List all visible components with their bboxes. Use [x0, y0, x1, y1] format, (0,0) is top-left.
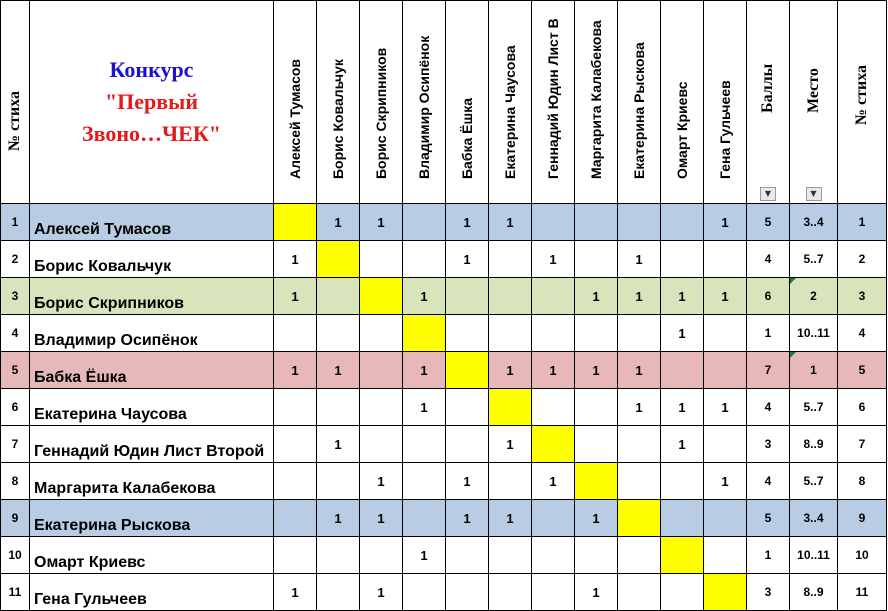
vote-cell[interactable]: [274, 500, 317, 537]
vote-cell[interactable]: [274, 537, 317, 574]
vote-cell[interactable]: [403, 463, 446, 500]
vote-cell[interactable]: [704, 426, 747, 463]
participant-name-cell[interactable]: Алексей Тумасов: [30, 204, 274, 241]
vote-cell[interactable]: 1: [274, 574, 317, 611]
vote-cell[interactable]: [661, 352, 704, 389]
vote-cell[interactable]: 1: [446, 500, 489, 537]
poem-number-cell-right[interactable]: 6: [838, 389, 887, 426]
participant-name-cell[interactable]: Борис Скрипников: [30, 278, 274, 315]
vote-cell[interactable]: 1: [575, 500, 618, 537]
vote-cell[interactable]: 1: [532, 352, 575, 389]
score-cell[interactable]: 1: [747, 315, 790, 352]
vote-cell[interactable]: [575, 204, 618, 241]
vote-cell[interactable]: [360, 426, 403, 463]
vote-cell[interactable]: [403, 241, 446, 278]
table-row: [1, 315, 887, 352]
header-score-label: Баллы: [759, 63, 776, 113]
score-cell[interactable]: 1: [747, 537, 790, 574]
vote-cell[interactable]: 1: [403, 389, 446, 426]
table-row: [1, 426, 887, 463]
table-row: [1, 204, 887, 241]
title-line-2: "Первый: [104, 89, 199, 114]
vote-cell[interactable]: [360, 352, 403, 389]
vote-cell[interactable]: 1: [489, 426, 532, 463]
filter-dropdown-icon[interactable]: ▼: [806, 187, 822, 201]
header-poem-number-label: № стиха: [6, 90, 23, 151]
poem-number-cell-right[interactable]: 8: [838, 463, 887, 500]
place-cell[interactable]: 3..4: [790, 500, 838, 537]
poem-number-cell-right[interactable]: 1: [838, 204, 887, 241]
vote-cell[interactable]: [618, 315, 661, 352]
vote-cell[interactable]: [532, 537, 575, 574]
poem-number-cell-right[interactable]: 2: [838, 241, 887, 278]
vote-cell[interactable]: [446, 389, 489, 426]
participant-name-cell[interactable]: Екатерина Чаусова: [30, 389, 274, 426]
column-header-label: Геннадий Юдин Лист В: [545, 18, 561, 179]
place-cell[interactable]: 5..7: [790, 463, 838, 500]
vote-cell[interactable]: [446, 574, 489, 611]
vote-cell[interactable]: [661, 500, 704, 537]
column-header-label: Алексей Тумасов: [287, 58, 303, 179]
vote-cell[interactable]: 1: [360, 574, 403, 611]
column-header-label: Маргарита Калабекова: [588, 20, 604, 179]
vote-cell[interactable]: [489, 537, 532, 574]
participant-name-cell[interactable]: Омарт Криевс: [30, 537, 274, 574]
poem-number-cell-right[interactable]: 7: [838, 426, 887, 463]
poem-number-cell[interactable]: 11: [1, 574, 30, 611]
vote-cell[interactable]: 1: [489, 352, 532, 389]
column-header-label: Борис Скрипников: [373, 47, 389, 179]
vote-cell[interactable]: [704, 500, 747, 537]
vote-cell[interactable]: [489, 574, 532, 611]
column-header-3[interactable]: [360, 1, 403, 204]
vote-cell[interactable]: 1: [575, 574, 618, 611]
vote-cell[interactable]: 1: [532, 463, 575, 500]
vote-cell[interactable]: 1: [661, 315, 704, 352]
diagonal-cell[interactable]: [446, 352, 489, 389]
vote-cell[interactable]: [489, 315, 532, 352]
vote-cell[interactable]: [575, 241, 618, 278]
vote-cell[interactable]: [532, 278, 575, 315]
vote-cell[interactable]: [618, 574, 661, 611]
participant-name-cell[interactable]: Маргарита Калабекова: [30, 463, 274, 500]
vote-cell[interactable]: [489, 278, 532, 315]
score-cell[interactable]: 3: [747, 426, 790, 463]
column-header-2[interactable]: [317, 1, 360, 204]
participant-name-cell[interactable]: Геннадий Юдин Лист Второй: [30, 426, 274, 463]
column-header-label: Бабка Ёшка: [459, 97, 475, 179]
vote-cell[interactable]: [704, 352, 747, 389]
header-poem-number-right[interactable]: [838, 1, 887, 204]
vote-cell[interactable]: [317, 463, 360, 500]
header-poem-number[interactable]: [1, 1, 30, 204]
vote-cell[interactable]: 1: [661, 426, 704, 463]
vote-cell[interactable]: [532, 500, 575, 537]
place-cell[interactable]: 3..4: [790, 204, 838, 241]
vote-cell[interactable]: [317, 389, 360, 426]
column-header-11[interactable]: [704, 1, 747, 204]
vote-cell[interactable]: [704, 241, 747, 278]
table-row: [1, 463, 887, 500]
column-header-label: Владимир Осипёнок: [416, 35, 432, 179]
table-row: [1, 241, 887, 278]
poem-number-cell-right[interactable]: 11: [838, 574, 887, 611]
poem-number-cell[interactable]: 10: [1, 537, 30, 574]
vote-cell[interactable]: [446, 426, 489, 463]
diagonal-cell[interactable]: [317, 241, 360, 278]
score-cell[interactable]: 6: [747, 278, 790, 315]
vote-cell[interactable]: 1: [274, 352, 317, 389]
vote-cell[interactable]: 1: [274, 278, 317, 315]
vote-cell[interactable]: [704, 315, 747, 352]
poem-number-cell[interactable]: 4: [1, 315, 30, 352]
diagonal-cell[interactable]: [274, 204, 317, 241]
vote-cell[interactable]: [618, 204, 661, 241]
poem-number-cell-right[interactable]: 5: [838, 352, 887, 389]
vote-cell[interactable]: [360, 315, 403, 352]
header-place-label: Место: [804, 68, 822, 113]
vote-cell[interactable]: 1: [532, 241, 575, 278]
score-cell[interactable]: 4: [747, 463, 790, 500]
vote-cell[interactable]: 1: [360, 204, 403, 241]
header-row: [1, 1, 887, 204]
place-cell[interactable]: 10..11: [790, 315, 838, 352]
contest-title[interactable]: [30, 1, 274, 204]
participant-name-cell[interactable]: Владимир Осипёнок: [30, 315, 274, 352]
table-row: [1, 389, 887, 426]
vote-cell[interactable]: [360, 389, 403, 426]
vote-cell[interactable]: 1: [317, 500, 360, 537]
diagonal-cell[interactable]: [661, 537, 704, 574]
vote-cell[interactable]: [661, 204, 704, 241]
header-place[interactable]: [790, 1, 838, 204]
vote-cell[interactable]: [532, 204, 575, 241]
vote-cell[interactable]: [618, 463, 661, 500]
vote-cell[interactable]: [532, 315, 575, 352]
vote-cell[interactable]: 1: [618, 389, 661, 426]
vote-cell[interactable]: 1: [489, 500, 532, 537]
vote-cell[interactable]: [360, 537, 403, 574]
poem-number-cell[interactable]: 1: [1, 204, 30, 241]
poem-number-cell[interactable]: 3: [1, 278, 30, 315]
vote-cell[interactable]: [489, 463, 532, 500]
poem-number-cell-right[interactable]: 4: [838, 315, 887, 352]
vote-cell[interactable]: 1: [274, 241, 317, 278]
vote-cell[interactable]: 1: [618, 241, 661, 278]
table-row: [1, 278, 887, 315]
vote-cell[interactable]: 1: [446, 204, 489, 241]
column-header-label: Борис Ковальчук: [330, 59, 346, 179]
table-row: [1, 352, 887, 389]
vote-cell[interactable]: [274, 426, 317, 463]
vote-cell[interactable]: 1: [317, 352, 360, 389]
participant-name-cell[interactable]: Борис Ковальчук: [30, 241, 274, 278]
vote-cell[interactable]: 1: [317, 204, 360, 241]
column-header-4[interactable]: [403, 1, 446, 204]
place-cell[interactable]: 5..7: [790, 241, 838, 278]
vote-cell[interactable]: 1: [704, 204, 747, 241]
vote-cell[interactable]: [446, 315, 489, 352]
vote-cell[interactable]: [618, 537, 661, 574]
diagonal-cell[interactable]: [489, 389, 532, 426]
poem-number-cell[interactable]: 8: [1, 463, 30, 500]
score-cell[interactable]: 5: [747, 204, 790, 241]
vote-cell[interactable]: 1: [661, 389, 704, 426]
vote-cell[interactable]: 1: [446, 241, 489, 278]
vote-cell[interactable]: 1: [403, 537, 446, 574]
header-score[interactable]: [747, 1, 790, 204]
table-row: [1, 574, 887, 611]
vote-cell[interactable]: [274, 463, 317, 500]
vote-cell[interactable]: 1: [575, 352, 618, 389]
diagonal-cell[interactable]: [532, 426, 575, 463]
vote-cell[interactable]: [274, 315, 317, 352]
vote-cell[interactable]: [661, 241, 704, 278]
vote-cell[interactable]: [317, 537, 360, 574]
vote-cell[interactable]: 1: [618, 352, 661, 389]
title-line-1: Конкурс: [109, 57, 194, 82]
vote-cell[interactable]: [489, 241, 532, 278]
column-header-label: Гена Гульчеев: [717, 80, 733, 179]
place-cell[interactable]: 2: [790, 278, 838, 315]
vote-cell[interactable]: [446, 537, 489, 574]
poem-number-cell[interactable]: 7: [1, 426, 30, 463]
vote-cell[interactable]: [661, 463, 704, 500]
table-row: [1, 537, 887, 574]
poem-number-cell[interactable]: 2: [1, 241, 30, 278]
score-cell[interactable]: 5: [747, 500, 790, 537]
vote-cell[interactable]: [575, 537, 618, 574]
vote-cell[interactable]: [317, 574, 360, 611]
poem-number-cell-right[interactable]: 3: [838, 278, 887, 315]
vote-cell[interactable]: [403, 574, 446, 611]
place-cell[interactable]: 10..11: [790, 537, 838, 574]
column-header-10[interactable]: [661, 1, 704, 204]
vote-cell[interactable]: 1: [661, 278, 704, 315]
table-row: [1, 500, 887, 537]
vote-cell[interactable]: 1: [317, 426, 360, 463]
score-cell[interactable]: 3: [747, 574, 790, 611]
score-cell[interactable]: 7: [747, 352, 790, 389]
participant-name-cell[interactable]: Бабка Ёшка: [30, 352, 274, 389]
place-cell[interactable]: 5..7: [790, 389, 838, 426]
column-header-7[interactable]: [532, 1, 575, 204]
vote-cell[interactable]: 1: [403, 278, 446, 315]
vote-cell[interactable]: [403, 204, 446, 241]
column-header-9[interactable]: [618, 1, 661, 204]
column-header-5[interactable]: [446, 1, 489, 204]
vote-cell[interactable]: [575, 315, 618, 352]
vote-cell[interactable]: 1: [704, 463, 747, 500]
vote-cell[interactable]: [575, 426, 618, 463]
poem-number-cell[interactable]: 6: [1, 389, 30, 426]
vote-cell[interactable]: 1: [403, 352, 446, 389]
diagonal-cell[interactable]: [360, 278, 403, 315]
diagonal-cell[interactable]: [575, 463, 618, 500]
poem-number-cell-right[interactable]: 10: [838, 537, 887, 574]
vote-cell[interactable]: 1: [618, 278, 661, 315]
vote-cell[interactable]: [532, 389, 575, 426]
participant-name-cell[interactable]: Екатерина Рыскова: [30, 500, 274, 537]
vote-cell[interactable]: [704, 537, 747, 574]
column-header-6[interactable]: [489, 1, 532, 204]
column-header-label: Омарт Криевс: [674, 81, 690, 179]
column-header-label: Екатерина Рыскова: [631, 42, 647, 179]
diagonal-cell[interactable]: [618, 500, 661, 537]
poem-number-cell[interactable]: 9: [1, 500, 30, 537]
vote-cell[interactable]: [661, 574, 704, 611]
vote-cell[interactable]: [446, 278, 489, 315]
score-cell[interactable]: 4: [747, 241, 790, 278]
column-header-label: Екатерина Чаусова: [502, 45, 518, 179]
column-header-8[interactable]: [575, 1, 618, 204]
vote-cell[interactable]: [317, 315, 360, 352]
vote-cell[interactable]: [317, 278, 360, 315]
filter-dropdown-icon[interactable]: ▼: [760, 187, 776, 201]
place-cell[interactable]: 1: [790, 352, 838, 389]
vote-cell[interactable]: [532, 574, 575, 611]
vote-cell[interactable]: 1: [360, 463, 403, 500]
vote-cell[interactable]: [403, 426, 446, 463]
place-cell[interactable]: 8..9: [790, 426, 838, 463]
vote-cell[interactable]: [575, 389, 618, 426]
vote-cell[interactable]: 1: [704, 389, 747, 426]
place-cell[interactable]: 8..9: [790, 574, 838, 611]
vote-cell[interactable]: [274, 389, 317, 426]
poem-number-cell[interactable]: 5: [1, 352, 30, 389]
vote-cell[interactable]: [403, 500, 446, 537]
vote-cell[interactable]: [618, 426, 661, 463]
vote-cell[interactable]: 1: [446, 463, 489, 500]
header-poem-number-right-label: № стиха: [853, 64, 870, 125]
diagonal-cell[interactable]: [403, 315, 446, 352]
vote-cell[interactable]: [360, 241, 403, 278]
participant-name-cell[interactable]: Гена Гульчеев: [30, 574, 274, 611]
diagonal-cell[interactable]: [704, 574, 747, 611]
vote-cell[interactable]: 1: [575, 278, 618, 315]
vote-cell[interactable]: 1: [704, 278, 747, 315]
title-line-3: Звоно…ЧЕК": [81, 121, 221, 146]
poem-number-cell-right[interactable]: 9: [838, 500, 887, 537]
column-header-1[interactable]: [274, 1, 317, 204]
vote-cell[interactable]: 1: [489, 204, 532, 241]
vote-cell[interactable]: 1: [360, 500, 403, 537]
score-cell[interactable]: 4: [747, 389, 790, 426]
